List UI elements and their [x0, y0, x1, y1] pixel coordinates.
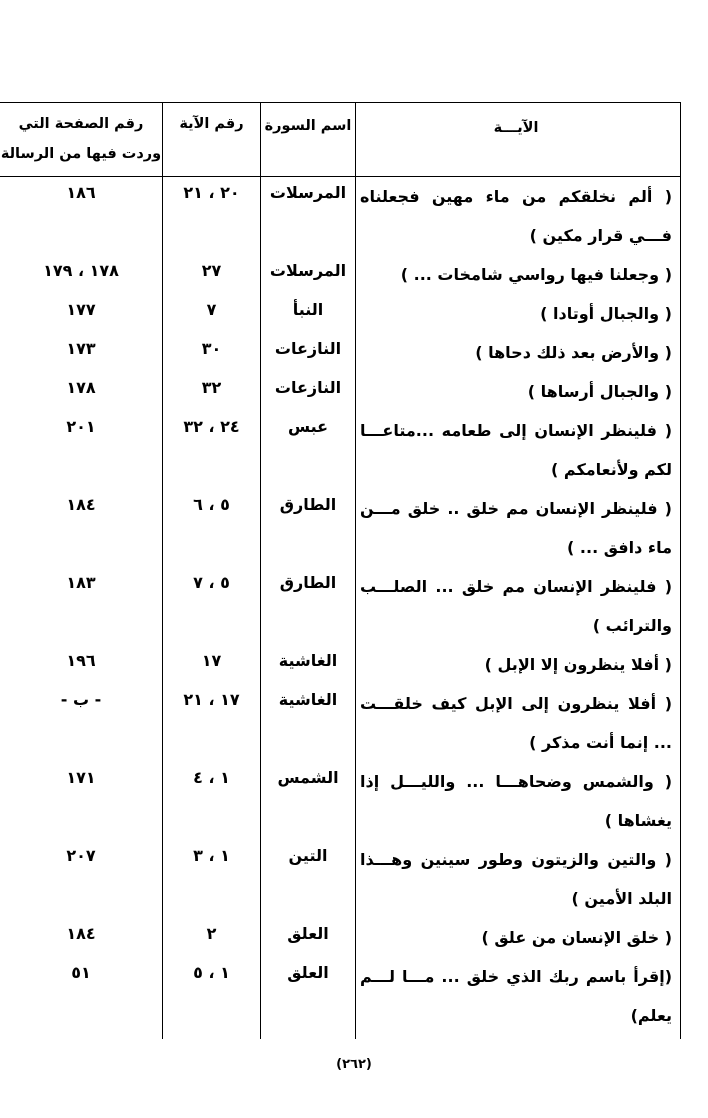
- verse-number-column-header: رقم الآية: [163, 103, 261, 177]
- thesis-page-cell: [0, 294, 163, 333]
- verse-number-cell: [163, 567, 261, 645]
- table-row: [0, 567, 681, 645]
- verse-number-cell-text: ١٧: [201, 651, 222, 670]
- thesis-page-cell: [0, 684, 163, 762]
- thesis-page-cell-text: ٥١: [71, 963, 91, 982]
- surah-cell-text: الغاشية: [278, 651, 338, 670]
- thesis-page-cell-text: ١٧٣: [66, 339, 96, 358]
- verse-cell: [356, 177, 681, 256]
- thesis-page-cell-text: ١٧٧: [66, 300, 96, 319]
- verse-cell: [356, 918, 681, 957]
- thesis-page-cell: [0, 567, 163, 645]
- surah-cell: [261, 762, 356, 840]
- verse-number-cell: [163, 333, 261, 372]
- table-row: [0, 762, 681, 840]
- verse-number-cell-text: ١ ، ٣: [193, 846, 230, 865]
- verse-number-cell: [163, 489, 261, 567]
- verse-cell: [356, 255, 681, 294]
- filler-cell: [356, 1035, 681, 1039]
- thesis-page-cell: [0, 762, 163, 840]
- thesis-page-cell-text: ١٧٨: [66, 378, 96, 397]
- verse-number-cell: [163, 957, 261, 1035]
- surah-cell: [261, 684, 356, 762]
- table-row: [0, 411, 681, 489]
- verse-cell-text: ( فلينظر الإنسان مم خلق ... الصلـــب والترائب ): [360, 577, 672, 635]
- thesis-page-cell: [0, 411, 163, 489]
- surah-cell-text: الغاشية: [278, 690, 338, 709]
- verse-cell-text: ( والشمس وضحاهـــا ... والليـــل إذا يغشاها ): [360, 772, 672, 830]
- verse-cell-text: ( ألم نخلقكم من ماء مهين فجعلناه فـــي قرار مكين ): [360, 187, 672, 245]
- verse-cell: [356, 567, 681, 645]
- surah-cell-text: العلق: [287, 963, 329, 982]
- verse-number-cell-text: ١ ، ٤: [193, 768, 230, 787]
- verses-table: [0, 102, 681, 1039]
- surah-cell: [261, 177, 356, 256]
- verse-number-cell-text: ٧: [206, 300, 217, 319]
- table-row: [0, 294, 681, 333]
- thesis-page-cell: [0, 372, 163, 411]
- verse-number-cell-text: ١٧ ، ٢١: [183, 690, 240, 709]
- table-row: [0, 333, 681, 372]
- verse-cell-text: ( فلينظر الإنسان إلى طعامه ...متاعـــا لكم ولأنعامكم ): [360, 421, 672, 479]
- surah-cell: [261, 567, 356, 645]
- thesis-page-cell-text: ١٨٤: [66, 924, 96, 943]
- thesis-page-cell-text: ٢٠٧: [66, 846, 96, 865]
- verse-column-header: الآيـــة: [356, 103, 681, 177]
- thesis-page-cell: [0, 645, 163, 684]
- thesis-page-cell-text: ١٧٨ ، ١٧٩: [43, 261, 119, 280]
- thesis-page-cell-text: - ب -: [60, 690, 102, 709]
- table-row: [0, 177, 681, 256]
- filler-cell: [0, 1035, 163, 1039]
- verse-number-cell-text: ٣٠: [201, 339, 222, 358]
- thesis-page-cell-text: ١٨٤: [66, 495, 96, 514]
- verse-number-cell-text: ٢: [206, 924, 217, 943]
- verse-cell: [356, 762, 681, 840]
- verse-cell: [356, 840, 681, 918]
- surah-cell-text: المرسلات: [269, 183, 347, 202]
- thesis-page-column-header: رقم الصفحة التي وردت فيها من الرسالة: [0, 103, 163, 177]
- surah-cell-text: التين: [288, 846, 328, 865]
- thesis-page-cell: [0, 255, 163, 294]
- page-number: (٢٦٢): [336, 1057, 372, 1072]
- verse-cell-text: (إقرأ باسم ربك الذي خلق ... مـــا لـــم يعلم): [360, 967, 672, 1025]
- table-row: [0, 489, 681, 567]
- table-row: [0, 372, 681, 411]
- surah-cell: [261, 372, 356, 411]
- verse-cell-text: ( أفلا ينظرون إلا الإبل ): [484, 655, 672, 674]
- verse-number-cell-text: ١ ، ٥: [193, 963, 230, 982]
- verse-cell-text: ( أفلا ينظرون إلى الإبل كيف خلقـــت ... إنما أنت مذكر ): [360, 694, 672, 752]
- surah-column-header: اسم السورة: [261, 103, 356, 177]
- surah-cell-text: عبس: [287, 417, 329, 436]
- verse-number-cell: [163, 645, 261, 684]
- surah-cell-text: النازعات: [274, 378, 342, 397]
- verse-number-cell-text: ٢٧: [201, 261, 222, 280]
- verse-cell-text: ( والجبال أرساها ): [527, 382, 672, 401]
- surah-cell: [261, 918, 356, 957]
- thesis-page-cell-text: ١٨٣: [66, 573, 96, 592]
- table-row: [0, 840, 681, 918]
- verse-number-cell-text: ٢٤ ، ٣٢: [183, 417, 240, 436]
- thesis-page-cell-text: ١٨٦: [66, 183, 96, 202]
- verse-number-cell: [163, 372, 261, 411]
- verse-number-cell-text: ٥ ، ٦: [193, 495, 230, 514]
- table-row: [0, 255, 681, 294]
- verse-number-cell-text: ٥ ، ٧: [193, 573, 230, 592]
- surah-cell-text: النبأ: [292, 300, 324, 319]
- thesis-page-cell: [0, 177, 163, 256]
- surah-cell-text: المرسلات: [269, 261, 347, 280]
- verse-cell-text: ( والتين والزيتون وطور سينين وهـــذا البلد الأمين ): [360, 850, 672, 908]
- thesis-page-cell: [0, 840, 163, 918]
- verse-cell-text: ( خلق الإنسان من علق ): [481, 928, 672, 947]
- verse-number-cell-text: ٣٢: [201, 378, 222, 397]
- table-row: [0, 645, 681, 684]
- filler-cell: [163, 1035, 261, 1039]
- verse-number-cell-text: ٢٠ ، ٢١: [183, 183, 240, 202]
- surah-cell-text: العلق: [287, 924, 329, 943]
- thesis-page-cell: [0, 333, 163, 372]
- table-row: [0, 957, 681, 1035]
- surah-cell: [261, 411, 356, 489]
- thesis-page-cell-text: ١٧١: [66, 768, 96, 787]
- verse-cell: [356, 489, 681, 567]
- verse-cell: [356, 294, 681, 333]
- surah-cell: [261, 294, 356, 333]
- verse-cell: [356, 411, 681, 489]
- verse-number-cell: [163, 840, 261, 918]
- verse-cell-text: ( والجبال أوتادا ): [540, 304, 672, 323]
- surah-cell-text: النازعات: [274, 339, 342, 358]
- verse-cell: [356, 957, 681, 1035]
- surah-cell-text: الطارق: [279, 495, 337, 514]
- thesis-page-cell-text: ٢٠١: [66, 417, 96, 436]
- thesis-page-cell: [0, 957, 163, 1035]
- surah-cell-text: الطارق: [279, 573, 337, 592]
- verse-number-cell: [163, 762, 261, 840]
- verse-number-cell: [163, 177, 261, 256]
- surah-cell: [261, 489, 356, 567]
- surah-cell-text: الشمس: [277, 768, 339, 787]
- verse-cell: [356, 372, 681, 411]
- thesis-page-cell-text: ١٩٦: [66, 651, 96, 670]
- table-filler-row: [0, 1035, 681, 1039]
- table-header-row: [0, 103, 681, 177]
- surah-cell: [261, 255, 356, 294]
- verse-cell: [356, 333, 681, 372]
- thesis-page-cell: [0, 918, 163, 957]
- table-body: [0, 177, 681, 1040]
- table-row: [0, 918, 681, 957]
- thesis-page-cell: [0, 489, 163, 567]
- verse-cell: [356, 684, 681, 762]
- verse-cell-text: ( وجعلنا فيها رواسي شامخات ... ): [400, 265, 672, 284]
- verse-number-cell: [163, 684, 261, 762]
- verse-cell: [356, 645, 681, 684]
- verse-number-cell: [163, 255, 261, 294]
- surah-cell: [261, 840, 356, 918]
- verse-number-cell: [163, 294, 261, 333]
- verse-cell-text: ( والأرض بعد ذلك دحاها ): [475, 343, 672, 362]
- verse-cell-text: ( فلينظر الإنسان مم خلق .. خلق مـــن ماء دافق ... ): [360, 499, 672, 557]
- verse-number-cell: [163, 918, 261, 957]
- filler-cell: [261, 1035, 356, 1039]
- table-row: [0, 684, 681, 762]
- verse-number-cell: [163, 411, 261, 489]
- surah-cell: [261, 333, 356, 372]
- surah-cell: [261, 645, 356, 684]
- surah-cell: [261, 957, 356, 1035]
